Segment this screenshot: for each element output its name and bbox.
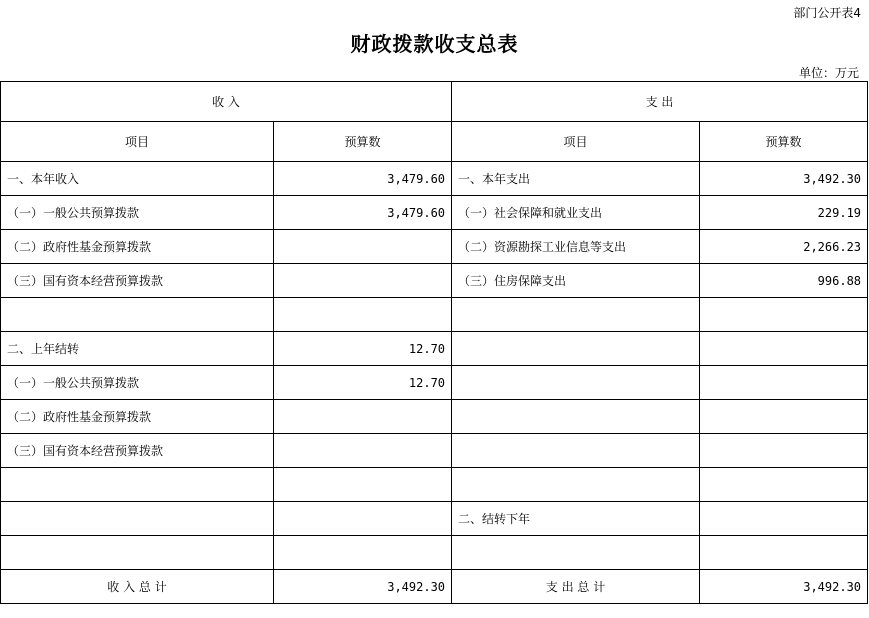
expense-value-cell: 2,266.23 [700,230,868,264]
table-row [1,400,868,434]
table-row [1,162,868,196]
expense-value-cell [700,298,868,332]
income-value-cell: 3,479.60 [274,162,452,196]
expense-value-cell [700,332,868,366]
table-row [1,264,868,298]
expense-value-cell [700,366,868,400]
expense-item-cell: 二、结转下年 [452,502,700,536]
expense-item-cell [452,298,700,332]
expense-value-cell: 996.88 [700,264,868,298]
expense-budget-column-header: 预算数 [700,122,868,162]
expense-item-cell [452,536,700,570]
income-section-header: 收 入 [1,82,452,122]
table-row [1,332,868,366]
expense-item-cell: （一）社会保障和就业支出 [452,196,700,230]
expense-value-cell: 3,492.30 [700,162,868,196]
total-row [1,570,868,604]
table-row [1,196,868,230]
unit-label: 单位：万元 [798,66,859,80]
table-row [1,468,868,502]
expense-total-value: 3,492.30 [700,570,868,604]
expense-value-cell [700,502,868,536]
column-header-row [1,122,868,162]
income-item-cell [1,536,274,570]
income-value-cell: 12.70 [274,332,452,366]
table-row [1,230,868,264]
income-item-cell: （三）国有资本经营预算拨款 [1,434,274,468]
income-item-cell: （一）一般公共预算拨款 [1,366,274,400]
table-row [1,298,868,332]
table-row [1,536,868,570]
income-item-cell: （二）政府性基金预算拨款 [1,230,274,264]
income-value-cell [274,298,452,332]
expense-item-cell: 一、本年支出 [452,162,700,196]
income-value-cell: 12.70 [274,366,452,400]
income-value-cell [274,502,452,536]
income-item-cell: （三）国有资本经营预算拨款 [1,264,274,298]
page-title: 财政拨款收支总表 [350,32,519,56]
expense-item-cell [452,332,700,366]
income-total-label: 收 入 总 计 [1,570,274,604]
income-value-cell [274,400,452,434]
income-budget-column-header: 预算数 [274,122,452,162]
table-row [1,366,868,400]
expense-value-cell [700,434,868,468]
income-item-cell: （二）政府性基金预算拨款 [1,400,274,434]
expense-item-cell: （三）住房保障支出 [452,264,700,298]
expense-value-cell: 229.19 [700,196,868,230]
expense-value-cell [700,536,868,570]
income-item-cell [1,468,274,502]
income-value-cell: 3,479.60 [274,196,452,230]
expense-section-header: 支 出 [452,82,868,122]
income-value-cell [274,468,452,502]
income-item-column-header: 项目 [1,122,274,162]
expense-item-cell: （二）资源勘探工业信息等支出 [452,230,700,264]
income-item-cell: （一）一般公共预算拨款 [1,196,274,230]
income-item-cell [1,502,274,536]
income-total-value: 3,492.30 [274,570,452,604]
expense-item-cell [452,366,700,400]
expense-value-cell [700,468,868,502]
expense-item-cell [452,434,700,468]
expense-total-label: 支 出 总 计 [452,570,700,604]
income-item-cell [1,298,274,332]
income-item-cell: 二、上年结转 [1,332,274,366]
income-item-cell: 一、本年收入 [1,162,274,196]
budget-table [0,81,868,604]
table-number-tag: 部门公开表4 [793,6,861,20]
expense-value-cell [700,400,868,434]
income-value-cell [274,536,452,570]
income-value-cell [274,264,452,298]
section-header-row [1,82,868,122]
income-value-cell [274,434,452,468]
expense-item-cell [452,400,700,434]
expense-item-column-header: 项目 [452,122,700,162]
table-row [1,434,868,468]
income-value-cell [274,230,452,264]
table-row [1,502,868,536]
expense-item-cell [452,468,700,502]
